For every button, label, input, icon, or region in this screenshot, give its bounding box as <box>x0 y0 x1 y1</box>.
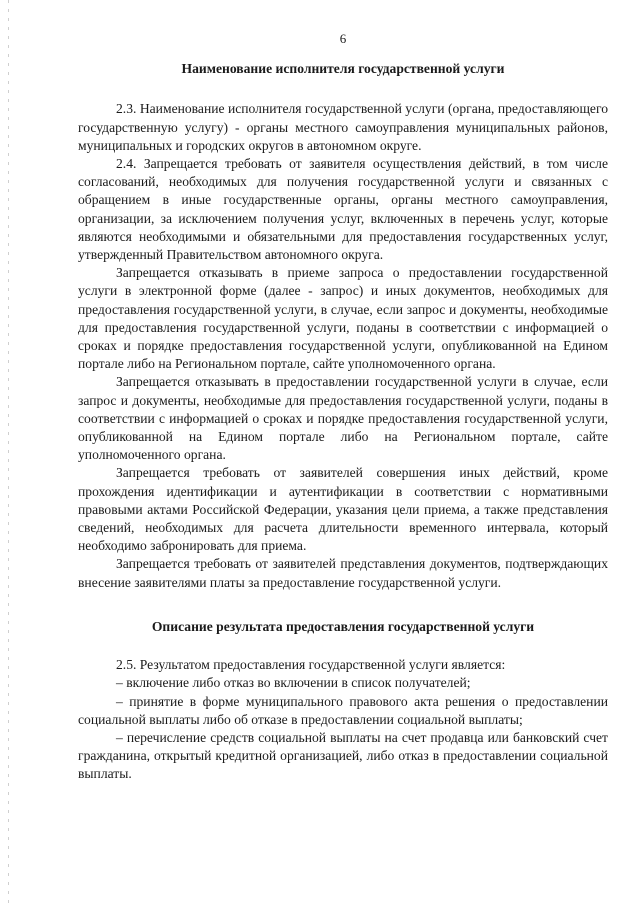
paragraph: Запрещается требовать от заявителей представления документов, подтверждающих внесение заявителями платы за предоставление государственной услуги. <box>78 556 608 590</box>
paragraph: Запрещается требовать от заявителей совершения иных действий, кроме прохождения идентификации и аутентификации в соответствии с нормативными правовыми актами Российской Федерации, указания цели приема, а также представления сведений, необходимых для расчета длительности временного интервала, который необходимо забронировать для приема. <box>78 465 608 554</box>
paragraph: 2.5. Результатом предоставления государственной услуги является: <box>116 657 506 673</box>
list-item: – принятие в форме муниципального правового акта решения о предоставлении социальной выплаты либо об отказе в предоставлении социальной выплаты; <box>78 693 608 727</box>
paragraph: Запрещается отказывать в предоставлении государственной услуги в случае, если запрос и документы, необходимые для предоставления государственной услуги, поданы в соответствии с информацией о сроках и порядке предоставления государственной услуги, опубликованной на Едином портале либо на Региональном портале, сайте уполномоченного органа. <box>78 374 608 463</box>
document-page <box>78 30 608 784</box>
paragraph: 2.3. Наименование исполнителя государственной услуги (органа, предоставляющего государственную услугу) - органы местного самоуправления муниципальных районов, муниципальных и городских округов в автономном округе. <box>78 101 608 153</box>
scan-edge-line <box>8 0 9 905</box>
page-number: 6 <box>339 31 347 46</box>
list-item: – перечисление средств социальной выплаты на счет продавца или банковский счет гражданина, открытый кредитной организацией, либо отказ в предоставлении социальной выплаты. <box>78 729 608 782</box>
list-item: – включение либо отказ во включении в список получателей; <box>116 675 471 691</box>
section-heading-result: Описание результата предоставления государственной услуги <box>151 618 535 634</box>
section-heading-executor: Наименование исполнителя государственной услуги <box>181 61 505 77</box>
paragraph: 2.4. Запрещается требовать от заявителя осуществления действий, в том числе согласований, необходимых для получения государственной услуги и связанных с обращением в иные государственные органы, органы местного самоуправления, организации, за исключением получения услуг, включенных в перечень услуг, которые являются необходимыми и обязательными для предоставления государственных услуг, утвержденный Правительством автономного округа. <box>78 156 608 263</box>
paragraph: Запрещается отказывать в приеме запроса о предоставлении государственной услуги в электронной форме (далее - запрос) и иных документов, необходимых для предоставления государственной услуги, в случае, если запрос и документы, необходимые для предоставления государственной услуги, поданы в соответствии с информацией о сроках и порядке предоставления государственной услуги, опубликованной на Едином портале либо на Региональном портале, сайте уполномоченного органа. <box>78 265 608 372</box>
